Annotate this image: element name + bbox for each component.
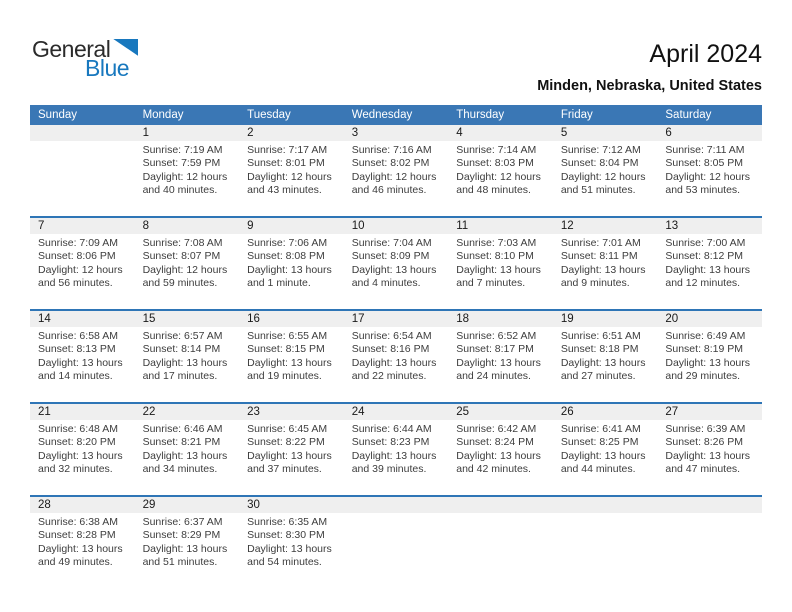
- day-cell-empty: [657, 496, 762, 588]
- sunrise-text: Sunrise: 6:45 AM: [247, 423, 328, 435]
- date-number: 12: [553, 218, 658, 234]
- daylight-text: Daylight: 13 hours and 42 minutes.: [456, 449, 541, 476]
- sunset-text: Sunset: 8:19 PM: [665, 343, 744, 356]
- daylight-text: Daylight: 13 hours and 1 minute.: [247, 263, 332, 290]
- sunrise-text: Sunrise: 6:48 AM: [38, 423, 118, 435]
- sunrise-text: Sunrise: 6:35 AM: [247, 516, 328, 528]
- day-cell-14: [30, 310, 135, 403]
- sunset-text: Sunset: 8:24 PM: [456, 436, 534, 449]
- day-info: [344, 141, 449, 198]
- sunrise-text: Sunrise: 6:57 AM: [142, 330, 223, 342]
- week-row-2: [30, 217, 762, 310]
- day-info: [657, 420, 762, 477]
- date-number: 10: [344, 218, 449, 234]
- date-number: 16: [239, 311, 344, 327]
- daylight-text: Daylight: 13 hours and 22 minutes.: [351, 356, 437, 383]
- day-info: [448, 420, 553, 477]
- date-number: 14: [30, 311, 135, 327]
- day-cell-4: [448, 125, 553, 217]
- day-info: [135, 513, 240, 570]
- day-cell-5: [553, 125, 658, 217]
- daylight-text: Daylight: 13 hours and 47 minutes.: [665, 449, 751, 476]
- day-cell-19: [553, 310, 658, 403]
- daylight-text: Daylight: 13 hours and 32 minutes.: [38, 449, 123, 476]
- day-info: [553, 141, 658, 198]
- day-cell-12: [553, 217, 658, 310]
- date-number: [344, 497, 449, 513]
- day-cell-empty: [448, 496, 553, 588]
- sunrise-text: Sunrise: 6:52 AM: [456, 330, 537, 342]
- sunset-text: Sunset: 8:12 PM: [665, 250, 744, 263]
- day-info: [553, 420, 658, 477]
- sunset-text: Sunset: 8:26 PM: [665, 436, 744, 449]
- day-info: [135, 327, 240, 384]
- sunrise-text: Sunrise: 6:44 AM: [351, 423, 432, 435]
- day-info: [239, 234, 344, 291]
- day-cell-25: [448, 403, 553, 496]
- day-info: [30, 234, 135, 291]
- sunset-text: Sunset: 8:08 PM: [247, 250, 325, 263]
- daylight-text: Daylight: 13 hours and 34 minutes.: [142, 449, 228, 476]
- sunrise-text: Sunrise: 6:41 AM: [560, 423, 641, 435]
- day-info: [344, 234, 449, 291]
- weekday-header-tuesday: Tuesday: [239, 105, 344, 125]
- sunrise-text: Sunrise: 6:49 AM: [665, 330, 746, 342]
- day-info: [239, 327, 344, 384]
- day-info: [30, 513, 135, 570]
- day-cell-16: [239, 310, 344, 403]
- day-info: [135, 234, 240, 291]
- day-cell-1: [135, 125, 240, 217]
- sunset-text: Sunset: 7:59 PM: [142, 157, 221, 170]
- day-cell-6: [657, 125, 762, 217]
- day-cell-7: [30, 217, 135, 310]
- day-cell-23: [239, 403, 344, 496]
- date-number: 5: [553, 125, 658, 141]
- daylight-text: Daylight: 13 hours and 14 minutes.: [38, 356, 123, 383]
- sunset-text: Sunset: 8:18 PM: [560, 343, 639, 356]
- sunrise-text: Sunrise: 7:14 AM: [456, 144, 537, 156]
- sunset-text: Sunset: 8:29 PM: [142, 529, 221, 542]
- sunset-text: Sunset: 8:28 PM: [38, 529, 116, 542]
- day-cell-17: [344, 310, 449, 403]
- day-cell-28: [30, 496, 135, 588]
- date-number: 4: [448, 125, 553, 141]
- sunset-text: Sunset: 8:22 PM: [247, 436, 325, 449]
- daylight-text: Daylight: 13 hours and 12 minutes.: [665, 263, 751, 290]
- day-cell-18: [448, 310, 553, 403]
- daylight-text: Daylight: 12 hours and 48 minutes.: [456, 170, 541, 197]
- date-number: [30, 125, 135, 141]
- sunset-text: Sunset: 8:16 PM: [351, 343, 430, 356]
- daylight-text: Daylight: 12 hours and 43 minutes.: [247, 170, 332, 197]
- sunrise-text: Sunrise: 7:11 AM: [665, 144, 745, 156]
- sunset-text: Sunset: 8:20 PM: [38, 436, 116, 449]
- date-number: 21: [30, 404, 135, 420]
- day-info: [135, 141, 240, 198]
- sunset-text: Sunset: 8:09 PM: [351, 250, 430, 263]
- sunrise-text: Sunrise: 7:04 AM: [351, 237, 432, 249]
- day-cell-empty: [553, 496, 658, 588]
- sunrise-text: Sunrise: 7:09 AM: [38, 237, 118, 249]
- day-cell-27: [657, 403, 762, 496]
- sunrise-text: Sunrise: 6:54 AM: [351, 330, 432, 342]
- date-number: [553, 497, 658, 513]
- date-number: 7: [30, 218, 135, 234]
- day-cell-8: [135, 217, 240, 310]
- sunrise-text: Sunrise: 6:58 AM: [38, 330, 118, 342]
- daylight-text: Daylight: 12 hours and 53 minutes.: [665, 170, 751, 197]
- date-number: 26: [553, 404, 658, 420]
- weekday-header-row: [30, 105, 762, 125]
- date-number: 30: [239, 497, 344, 513]
- daylight-text: Daylight: 13 hours and 27 minutes.: [560, 356, 646, 383]
- sunrise-text: Sunrise: 7:00 AM: [665, 237, 746, 249]
- weekday-header-saturday: Saturday: [657, 105, 762, 125]
- day-info: [344, 420, 449, 477]
- day-info: [135, 420, 240, 477]
- date-number: 22: [135, 404, 240, 420]
- day-info: [448, 234, 553, 291]
- day-info: [239, 513, 344, 570]
- date-number: 11: [448, 218, 553, 234]
- date-number: 27: [657, 404, 762, 420]
- date-number: 15: [135, 311, 240, 327]
- page-title: April 2024: [649, 40, 762, 68]
- daylight-text: Daylight: 12 hours and 40 minutes.: [142, 170, 228, 197]
- day-cell-3: [344, 125, 449, 217]
- date-number: 2: [239, 125, 344, 141]
- day-info: [344, 327, 449, 384]
- week-row-5: [30, 496, 762, 588]
- day-cell-22: [135, 403, 240, 496]
- sunrise-text: Sunrise: 7:19 AM: [142, 144, 223, 156]
- date-number: 20: [657, 311, 762, 327]
- daylight-text: Daylight: 13 hours and 19 minutes.: [247, 356, 332, 383]
- sunset-text: Sunset: 8:30 PM: [247, 529, 325, 542]
- date-number: 19: [553, 311, 658, 327]
- date-number: 9: [239, 218, 344, 234]
- day-info: [30, 420, 135, 477]
- sunrise-text: Sunrise: 6:55 AM: [247, 330, 328, 342]
- sunset-text: Sunset: 8:15 PM: [247, 343, 325, 356]
- page-subtitle: Minden, Nebraska, United States: [537, 77, 762, 94]
- weekday-header-monday: Monday: [135, 105, 240, 125]
- sunset-text: Sunset: 8:25 PM: [560, 436, 639, 449]
- date-number: 29: [135, 497, 240, 513]
- logo-triangle-icon: [113, 39, 138, 56]
- general-blue-logo: [32, 38, 138, 80]
- sunset-text: Sunset: 8:07 PM: [142, 250, 221, 263]
- daylight-text: Daylight: 12 hours and 46 minutes.: [351, 170, 437, 197]
- date-number: 18: [448, 311, 553, 327]
- day-cell-21: [30, 403, 135, 496]
- date-number: 24: [344, 404, 449, 420]
- day-cell-29: [135, 496, 240, 588]
- sunrise-text: Sunrise: 6:38 AM: [38, 516, 118, 528]
- day-cell-2: [239, 125, 344, 217]
- day-cell-9: [239, 217, 344, 310]
- day-info: [657, 141, 762, 198]
- daylight-text: Daylight: 13 hours and 29 minutes.: [665, 356, 751, 383]
- week-row-1: [30, 125, 762, 217]
- sunset-text: Sunset: 8:02 PM: [351, 157, 430, 170]
- daylight-text: Daylight: 13 hours and 54 minutes.: [247, 542, 332, 569]
- sunset-text: Sunset: 8:13 PM: [38, 343, 116, 356]
- weekday-header-wednesday: Wednesday: [344, 105, 449, 125]
- sunset-text: Sunset: 8:04 PM: [560, 157, 639, 170]
- sunrise-text: Sunrise: 7:01 AM: [560, 237, 641, 249]
- daylight-text: Daylight: 12 hours and 59 minutes.: [142, 263, 228, 290]
- daylight-text: Daylight: 13 hours and 44 minutes.: [560, 449, 646, 476]
- sunrise-text: Sunrise: 6:39 AM: [665, 423, 746, 435]
- date-number: 8: [135, 218, 240, 234]
- sunset-text: Sunset: 8:11 PM: [560, 250, 638, 263]
- daylight-text: Daylight: 12 hours and 51 minutes.: [560, 170, 646, 197]
- weekday-header-sunday: Sunday: [30, 105, 135, 125]
- sunrise-text: Sunrise: 6:51 AM: [560, 330, 641, 342]
- sunrise-text: Sunrise: 7:12 AM: [560, 144, 641, 156]
- date-number: [448, 497, 553, 513]
- sunrise-text: Sunrise: 7:03 AM: [456, 237, 537, 249]
- sunrise-text: Sunrise: 7:16 AM: [351, 144, 432, 156]
- daylight-text: Daylight: 13 hours and 7 minutes.: [456, 263, 541, 290]
- day-cell-13: [657, 217, 762, 310]
- day-info: [657, 234, 762, 291]
- day-info: [553, 234, 658, 291]
- sunset-text: Sunset: 8:03 PM: [456, 157, 534, 170]
- day-info: [30, 327, 135, 384]
- day-cell-empty: [344, 496, 449, 588]
- date-number: 25: [448, 404, 553, 420]
- date-number: 1: [135, 125, 240, 141]
- sunset-text: Sunset: 8:17 PM: [456, 343, 534, 356]
- daylight-text: Daylight: 13 hours and 9 minutes.: [560, 263, 646, 290]
- day-info: [448, 141, 553, 198]
- logo-text-general: General: [32, 36, 111, 62]
- sunset-text: Sunset: 8:05 PM: [665, 157, 744, 170]
- logo-text-blue: Blue: [85, 55, 130, 81]
- sunset-text: Sunset: 8:14 PM: [142, 343, 221, 356]
- day-info: [657, 327, 762, 384]
- sunrise-text: Sunrise: 7:17 AM: [247, 144, 328, 156]
- date-number: [657, 497, 762, 513]
- sunset-text: Sunset: 8:01 PM: [247, 157, 325, 170]
- sunrise-text: Sunrise: 7:08 AM: [142, 237, 223, 249]
- daylight-text: Daylight: 13 hours and 39 minutes.: [351, 449, 437, 476]
- date-number: 3: [344, 125, 449, 141]
- day-info: [448, 327, 553, 384]
- sunrise-text: Sunrise: 6:37 AM: [142, 516, 223, 528]
- daylight-text: Daylight: 13 hours and 24 minutes.: [456, 356, 541, 383]
- sunrise-text: Sunrise: 6:46 AM: [142, 423, 223, 435]
- day-cell-26: [553, 403, 658, 496]
- day-cell-10: [344, 217, 449, 310]
- date-number: 6: [657, 125, 762, 141]
- weekday-header-friday: Friday: [553, 105, 658, 125]
- daylight-text: Daylight: 13 hours and 17 minutes.: [142, 356, 228, 383]
- week-row-3: [30, 310, 762, 403]
- day-cell-20: [657, 310, 762, 403]
- day-info: [553, 327, 658, 384]
- date-number: 13: [657, 218, 762, 234]
- sunset-text: Sunset: 8:06 PM: [38, 250, 116, 263]
- day-cell-30: [239, 496, 344, 588]
- date-number: 28: [30, 497, 135, 513]
- daylight-text: Daylight: 13 hours and 51 minutes.: [142, 542, 228, 569]
- day-cell-15: [135, 310, 240, 403]
- day-cell-empty: [30, 125, 135, 217]
- date-number: 23: [239, 404, 344, 420]
- day-info: [239, 141, 344, 198]
- sunrise-text: Sunrise: 7:06 AM: [247, 237, 328, 249]
- sunset-text: Sunset: 8:21 PM: [142, 436, 221, 449]
- daylight-text: Daylight: 12 hours and 56 minutes.: [38, 263, 123, 290]
- calendar-table: [30, 105, 762, 588]
- day-info: [239, 420, 344, 477]
- title-block: [262, 40, 762, 94]
- sunset-text: Sunset: 8:23 PM: [351, 436, 430, 449]
- date-number: 17: [344, 311, 449, 327]
- daylight-text: Daylight: 13 hours and 49 minutes.: [38, 542, 123, 569]
- sunset-text: Sunset: 8:10 PM: [456, 250, 534, 263]
- day-cell-24: [344, 403, 449, 496]
- daylight-text: Daylight: 13 hours and 37 minutes.: [247, 449, 332, 476]
- calendar-body: [30, 125, 762, 588]
- weekday-header-thursday: Thursday: [448, 105, 553, 125]
- sunrise-text: Sunrise: 6:42 AM: [456, 423, 537, 435]
- daylight-text: Daylight: 13 hours and 4 minutes.: [351, 263, 437, 290]
- week-row-4: [30, 403, 762, 496]
- day-cell-11: [448, 217, 553, 310]
